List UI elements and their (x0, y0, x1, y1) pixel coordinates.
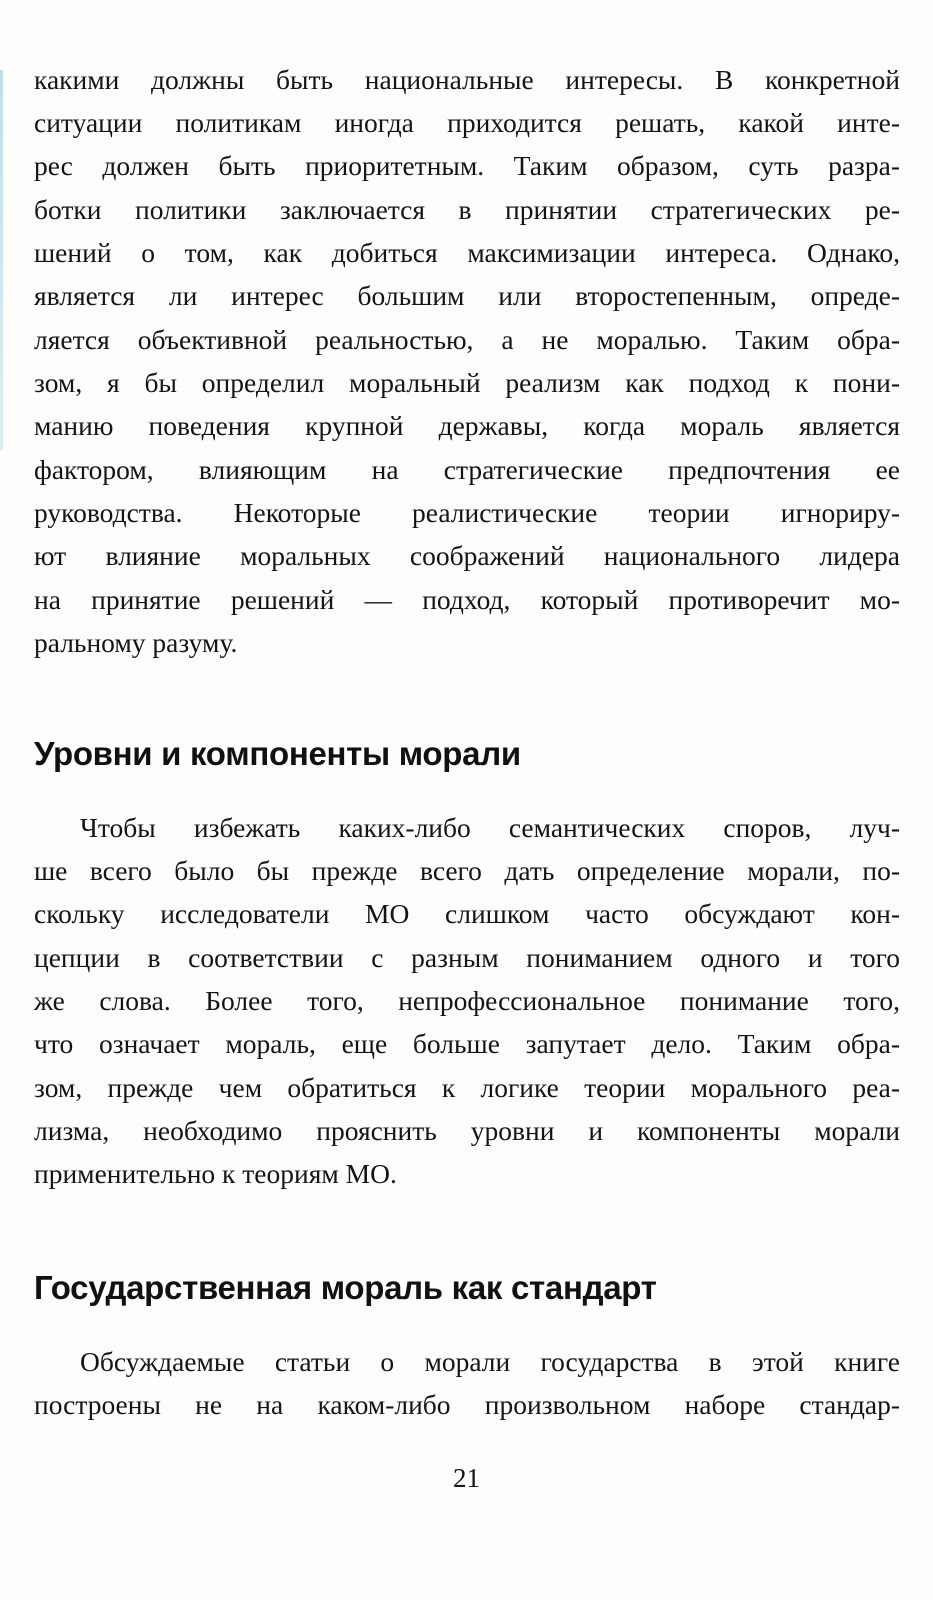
text-line: какими должны быть национальные интересы. В конкретной (34, 64, 900, 95)
text-line: ше всего было бы прежде всего дать определение морали, по- (34, 855, 900, 886)
text-line: построены не на каком-либо произвольном наборе стандар- (34, 1389, 900, 1420)
page-number: 21 (453, 1463, 480, 1493)
text-line: на принятие решений — подход, который противоречит мо- (34, 584, 900, 615)
text-line: манию поведения крупной державы, когда мораль является (34, 410, 900, 441)
text-line: фактором, влияющим на стратегические предпочтения ее (34, 454, 900, 485)
text-line: ральному разуму. (34, 627, 238, 658)
text-line: что означает мораль, еще больше запутает дело. Таким обра- (34, 1028, 900, 1059)
text-line: шений о том, как добиться максимизации интереса. Однако, (34, 237, 900, 268)
text-line: скольку исследователи МО слишком часто обсуждают кон- (34, 898, 900, 929)
page-edge-mark (0, 70, 3, 450)
text-line: зом, я бы определил моральный реализм как подход к пони- (34, 367, 900, 398)
section-heading: Государственная мораль как стандарт (34, 1269, 657, 1306)
text-line: руководства. Некоторые реалистические теории игнориру- (34, 497, 900, 528)
text-line: применительно к теориям МО. (34, 1158, 397, 1189)
text-line: ют влияние моральных соображений национального лидера (34, 540, 900, 571)
text-line: ситуации политикам иногда приходится решать, какой инте- (34, 107, 900, 138)
text-line: зом, прежде чем обратиться к логике теории морального реа- (34, 1072, 900, 1103)
text-line: Обсуждаемые статьи о морали государства в этой книге (80, 1346, 900, 1377)
text-line: ботки политики заключается в принятии стратегических ре- (34, 194, 900, 225)
text-line: лизма, необходимо прояснить уровни и компоненты морали (34, 1115, 900, 1146)
section-heading: Уровни и компоненты морали (34, 735, 521, 772)
text-line: рес должен быть приоритетным. Таким образом, суть разра- (34, 150, 900, 181)
text-line: же слова. Более того, непрофессиональное понимание того, (34, 985, 900, 1016)
text-line: ляется объективной реальностью, а не моралью. Таким обра- (34, 324, 900, 355)
text-line: цепции в соответствии с разным пониманием одного и того (34, 942, 900, 973)
text-line: является ли интерес большим или второстепенным, опреде- (34, 280, 900, 311)
text-line: Чтобы избежать каких-либо семантических споров, луч- (80, 812, 900, 843)
